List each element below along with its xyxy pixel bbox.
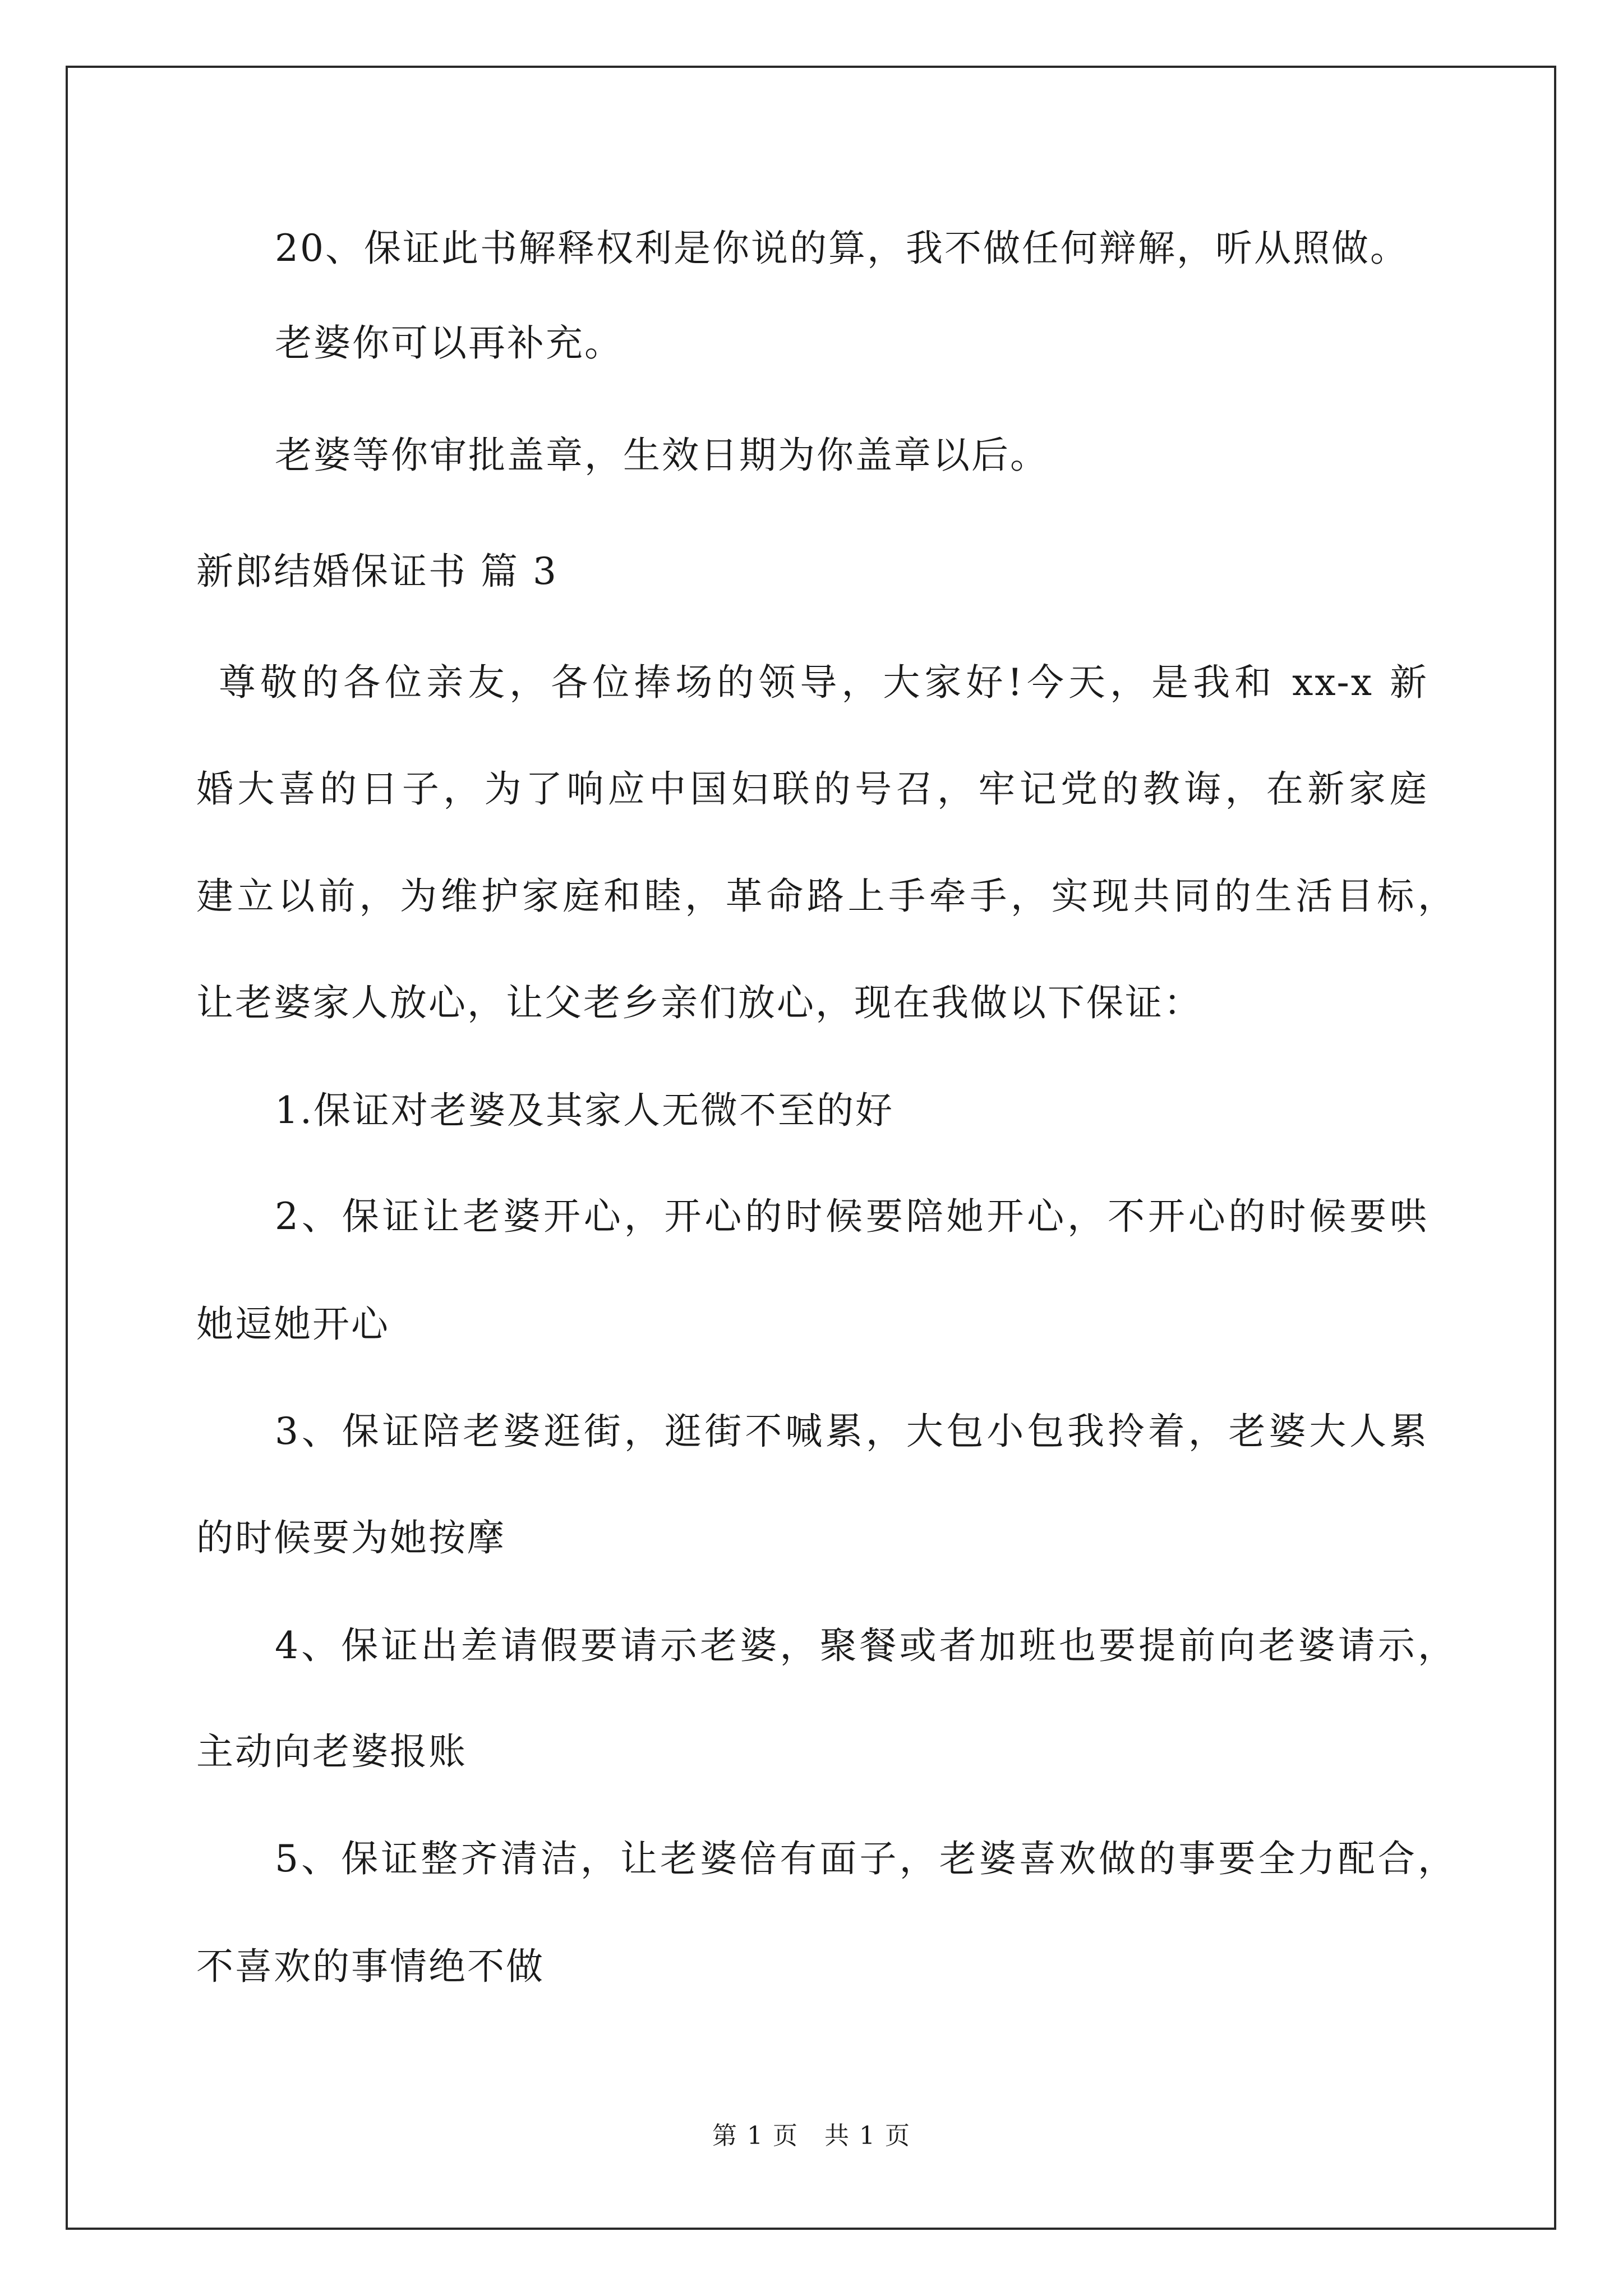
text-line: 婚大喜的日子，为了响应中国妇联的号召，牢记党的教诲，在新家庭 — [196, 767, 1428, 811]
text-line: 的时候要为她按摩 — [196, 1516, 506, 1559]
section-heading: 新郎结婚保证书 篇 3 — [196, 550, 558, 593]
list-item: 4、保证出差请假要请示老婆，聚餐或者加班也要提前向老婆请示， — [275, 1624, 1456, 1667]
page-border — [66, 66, 1556, 2230]
text-line: 不喜欢的事情绝不做 — [196, 1945, 545, 1988]
text-line: 老婆等你审批盖章，生效日期为你盖章以后。 — [275, 434, 1049, 477]
list-item: 2、保证让老婆开心，开心的时候要陪她开心，不开心的时候要哄 — [275, 1195, 1428, 1238]
text-line: 主动向老婆报账 — [196, 1730, 467, 1773]
text-line: 建立以前，为维护家庭和睦，革命路上手牵手，实现共同的生活目标， — [196, 875, 1456, 918]
text-line: 让老婆家人放心，让父老乡亲们放心，现在我做以下保证： — [196, 981, 1202, 1024]
page-footer: 第 1 页 共 1 页 — [712, 2122, 911, 2150]
text-line: 20、保证此书解释权利是你说的算，我不做任何辩解，听从照做。 — [275, 227, 1409, 270]
text-line: 老婆你可以再补充。 — [275, 321, 623, 365]
list-item: 1.保证对老婆及其家人无微不至的好 — [275, 1089, 894, 1132]
text-line: 尊敬的各位亲友，各位捧场的领导，大家好!今天，是我和 xx-x 新 — [219, 661, 1428, 704]
list-item: 3、保证陪老婆逛街，逛街不喊累，大包小包我拎着，老婆大人累 — [275, 1410, 1428, 1453]
list-item: 5、保证整齐清洁，让老婆倍有面子，老婆喜欢做的事要全力配合， — [275, 1837, 1456, 1880]
text-line: 她逗她开心 — [196, 1303, 390, 1346]
